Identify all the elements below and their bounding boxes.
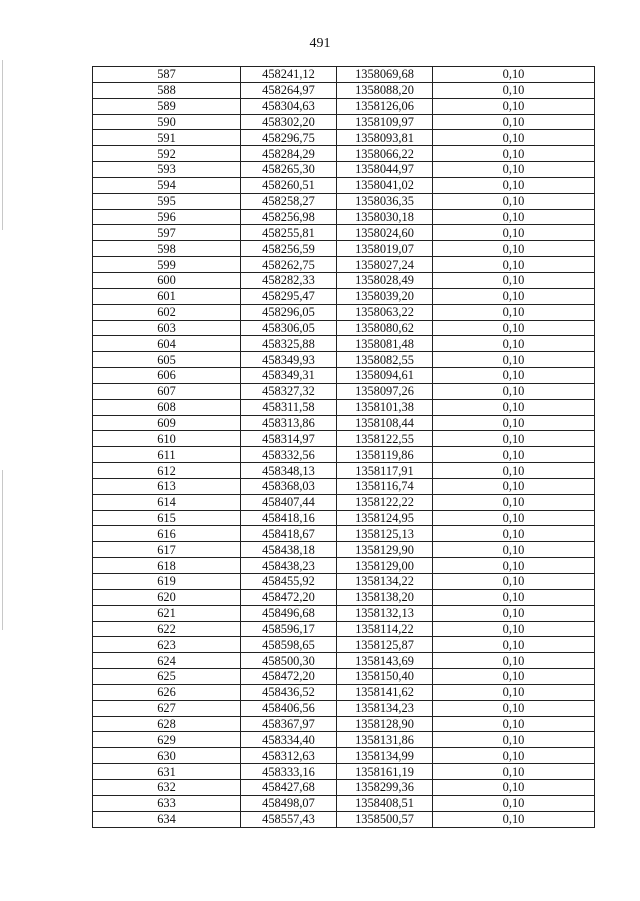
y-coordinate-cell: 1358109,97 — [337, 114, 433, 130]
value-cell: 0,10 — [433, 98, 595, 114]
table-row — [93, 558, 595, 574]
point-number-cell: 594 — [93, 177, 241, 193]
point-number-cell: 624 — [93, 653, 241, 669]
y-coordinate-cell: 1358097,26 — [337, 383, 433, 399]
value-cell: 0,10 — [433, 82, 595, 98]
x-coordinate-cell: 458313,86 — [241, 415, 337, 431]
x-coordinate-cell: 458418,16 — [241, 510, 337, 526]
y-coordinate-cell: 1358044,97 — [337, 162, 433, 178]
x-coordinate-cell: 458472,20 — [241, 669, 337, 685]
y-coordinate-cell: 1358128,90 — [337, 716, 433, 732]
point-number-cell: 596 — [93, 209, 241, 225]
coordinates-table-body — [93, 67, 595, 828]
point-number-cell: 631 — [93, 764, 241, 780]
y-coordinate-cell: 1358063,22 — [337, 304, 433, 320]
value-cell: 0,10 — [433, 684, 595, 700]
y-coordinate-cell: 1358129,90 — [337, 542, 433, 558]
x-coordinate-cell: 458334,40 — [241, 732, 337, 748]
x-coordinate-cell: 458260,51 — [241, 177, 337, 193]
point-number-cell: 604 — [93, 336, 241, 352]
y-coordinate-cell: 1358080,62 — [337, 320, 433, 336]
scan-edge-mark — [2, 60, 3, 230]
x-coordinate-cell: 458314,97 — [241, 431, 337, 447]
value-cell: 0,10 — [433, 177, 595, 193]
value-cell: 0,10 — [433, 114, 595, 130]
table-row — [93, 748, 595, 764]
table-row — [93, 272, 595, 288]
scan-edge-mark — [2, 470, 3, 630]
value-cell: 0,10 — [433, 368, 595, 384]
point-number-cell: 623 — [93, 637, 241, 653]
y-coordinate-cell: 1358093,81 — [337, 130, 433, 146]
y-coordinate-cell: 1358108,44 — [337, 415, 433, 431]
y-coordinate-cell: 1358138,20 — [337, 589, 433, 605]
x-coordinate-cell: 458598,65 — [241, 637, 337, 653]
value-cell: 0,10 — [433, 383, 595, 399]
point-number-cell: 599 — [93, 257, 241, 273]
x-coordinate-cell: 458596,17 — [241, 621, 337, 637]
table-row — [93, 352, 595, 368]
table-row — [93, 811, 595, 827]
x-coordinate-cell: 458407,44 — [241, 494, 337, 510]
table-row — [93, 225, 595, 241]
value-cell: 0,10 — [433, 589, 595, 605]
x-coordinate-cell: 458349,93 — [241, 352, 337, 368]
x-coordinate-cell: 458332,56 — [241, 447, 337, 463]
y-coordinate-cell: 1358122,55 — [337, 431, 433, 447]
value-cell: 0,10 — [433, 526, 595, 542]
y-coordinate-cell: 1358117,91 — [337, 463, 433, 479]
x-coordinate-cell: 458498,07 — [241, 795, 337, 811]
value-cell: 0,10 — [433, 130, 595, 146]
point-number-cell: 587 — [93, 67, 241, 83]
point-number-cell: 611 — [93, 447, 241, 463]
y-coordinate-cell: 1358125,87 — [337, 637, 433, 653]
point-number-cell: 607 — [93, 383, 241, 399]
table-row — [93, 209, 595, 225]
table-row — [93, 700, 595, 716]
page-number: 491 — [309, 36, 331, 51]
x-coordinate-cell: 458349,31 — [241, 368, 337, 384]
point-number-cell: 622 — [93, 621, 241, 637]
x-coordinate-cell: 458455,92 — [241, 574, 337, 590]
x-coordinate-cell: 458282,33 — [241, 272, 337, 288]
value-cell: 0,10 — [433, 574, 595, 590]
value-cell: 0,10 — [433, 795, 595, 811]
table-row — [93, 431, 595, 447]
x-coordinate-cell: 458418,67 — [241, 526, 337, 542]
table-row — [93, 669, 595, 685]
table-row — [93, 732, 595, 748]
x-coordinate-cell: 458256,59 — [241, 241, 337, 257]
x-coordinate-cell: 458264,97 — [241, 82, 337, 98]
value-cell: 0,10 — [433, 621, 595, 637]
y-coordinate-cell: 1358030,18 — [337, 209, 433, 225]
value-cell: 0,10 — [433, 478, 595, 494]
point-number-cell: 628 — [93, 716, 241, 732]
value-cell: 0,10 — [433, 225, 595, 241]
table-row — [93, 653, 595, 669]
value-cell: 0,10 — [433, 700, 595, 716]
y-coordinate-cell: 1358041,02 — [337, 177, 433, 193]
table-row — [93, 764, 595, 780]
coordinates-table — [92, 66, 595, 828]
y-coordinate-cell: 1358122,22 — [337, 494, 433, 510]
value-cell: 0,10 — [433, 146, 595, 162]
value-cell: 0,10 — [433, 415, 595, 431]
x-coordinate-cell: 458296,75 — [241, 130, 337, 146]
point-number-cell: 612 — [93, 463, 241, 479]
y-coordinate-cell: 1358082,55 — [337, 352, 433, 368]
table-row — [93, 257, 595, 273]
y-coordinate-cell: 1358124,95 — [337, 510, 433, 526]
point-number-cell: 621 — [93, 605, 241, 621]
table-row — [93, 288, 595, 304]
y-coordinate-cell: 1358101,38 — [337, 399, 433, 415]
table-row — [93, 114, 595, 130]
point-number-cell: 626 — [93, 684, 241, 700]
y-coordinate-cell: 1358028,49 — [337, 272, 433, 288]
x-coordinate-cell: 458311,58 — [241, 399, 337, 415]
table-row — [93, 336, 595, 352]
x-coordinate-cell: 458284,29 — [241, 146, 337, 162]
value-cell: 0,10 — [433, 447, 595, 463]
value-cell: 0,10 — [433, 764, 595, 780]
x-coordinate-cell: 458262,75 — [241, 257, 337, 273]
table-row — [93, 510, 595, 526]
x-coordinate-cell: 458348,13 — [241, 463, 337, 479]
table-row — [93, 779, 595, 795]
table-row — [93, 795, 595, 811]
value-cell: 0,10 — [433, 779, 595, 795]
y-coordinate-cell: 1358299,36 — [337, 779, 433, 795]
table-row — [93, 478, 595, 494]
x-coordinate-cell: 458327,32 — [241, 383, 337, 399]
point-number-cell: 600 — [93, 272, 241, 288]
table-row — [93, 241, 595, 257]
x-coordinate-cell: 458557,43 — [241, 811, 337, 827]
point-number-cell: 598 — [93, 241, 241, 257]
value-cell: 0,10 — [433, 811, 595, 827]
point-number-cell: 632 — [93, 779, 241, 795]
value-cell: 0,10 — [433, 288, 595, 304]
value-cell: 0,10 — [433, 67, 595, 83]
table-row — [93, 494, 595, 510]
x-coordinate-cell: 458295,47 — [241, 288, 337, 304]
y-coordinate-cell: 1358161,19 — [337, 764, 433, 780]
point-number-cell: 625 — [93, 669, 241, 685]
value-cell: 0,10 — [433, 716, 595, 732]
table-row — [93, 589, 595, 605]
point-number-cell: 597 — [93, 225, 241, 241]
value-cell: 0,10 — [433, 193, 595, 209]
point-number-cell: 619 — [93, 574, 241, 590]
x-coordinate-cell: 458500,30 — [241, 653, 337, 669]
table-row — [93, 82, 595, 98]
y-coordinate-cell: 1358141,62 — [337, 684, 433, 700]
x-coordinate-cell: 458367,97 — [241, 716, 337, 732]
y-coordinate-cell: 1358131,86 — [337, 732, 433, 748]
value-cell: 0,10 — [433, 510, 595, 526]
y-coordinate-cell: 1358019,07 — [337, 241, 433, 257]
point-number-cell: 633 — [93, 795, 241, 811]
table-row — [93, 98, 595, 114]
x-coordinate-cell: 458438,23 — [241, 558, 337, 574]
table-row — [93, 621, 595, 637]
x-coordinate-cell: 458302,20 — [241, 114, 337, 130]
point-number-cell: 603 — [93, 320, 241, 336]
x-coordinate-cell: 458304,63 — [241, 98, 337, 114]
value-cell: 0,10 — [433, 494, 595, 510]
table-row — [93, 526, 595, 542]
value-cell: 0,10 — [433, 336, 595, 352]
x-coordinate-cell: 458258,27 — [241, 193, 337, 209]
table-row — [93, 177, 595, 193]
y-coordinate-cell: 1358024,60 — [337, 225, 433, 241]
point-number-cell: 610 — [93, 431, 241, 447]
table-row — [93, 193, 595, 209]
y-coordinate-cell: 1358125,13 — [337, 526, 433, 542]
table-row — [93, 415, 595, 431]
table-row — [93, 716, 595, 732]
y-coordinate-cell: 1358027,24 — [337, 257, 433, 273]
table-row — [93, 320, 595, 336]
y-coordinate-cell: 1358408,51 — [337, 795, 433, 811]
y-coordinate-cell: 1358039,20 — [337, 288, 433, 304]
point-number-cell: 608 — [93, 399, 241, 415]
point-number-cell: 592 — [93, 146, 241, 162]
y-coordinate-cell: 1358134,22 — [337, 574, 433, 590]
value-cell: 0,10 — [433, 748, 595, 764]
table-row — [93, 399, 595, 415]
y-coordinate-cell: 1358069,68 — [337, 67, 433, 83]
y-coordinate-cell: 1358116,74 — [337, 478, 433, 494]
table-row — [93, 684, 595, 700]
y-coordinate-cell: 1358143,69 — [337, 653, 433, 669]
y-coordinate-cell: 1358150,40 — [337, 669, 433, 685]
value-cell: 0,10 — [433, 558, 595, 574]
table-row — [93, 637, 595, 653]
point-number-cell: 601 — [93, 288, 241, 304]
table-row — [93, 542, 595, 558]
value-cell: 0,10 — [433, 431, 595, 447]
point-number-cell: 634 — [93, 811, 241, 827]
value-cell: 0,10 — [433, 352, 595, 368]
table-row — [93, 67, 595, 83]
point-number-cell: 590 — [93, 114, 241, 130]
point-number-cell: 609 — [93, 415, 241, 431]
table-row — [93, 162, 595, 178]
point-number-cell: 595 — [93, 193, 241, 209]
point-number-cell: 606 — [93, 368, 241, 384]
y-coordinate-cell: 1358132,13 — [337, 605, 433, 621]
y-coordinate-cell: 1358036,35 — [337, 193, 433, 209]
value-cell: 0,10 — [433, 257, 595, 273]
x-coordinate-cell: 458438,18 — [241, 542, 337, 558]
point-number-cell: 614 — [93, 494, 241, 510]
point-number-cell: 618 — [93, 558, 241, 574]
x-coordinate-cell: 458406,56 — [241, 700, 337, 716]
x-coordinate-cell: 458241,12 — [241, 67, 337, 83]
x-coordinate-cell: 458296,05 — [241, 304, 337, 320]
x-coordinate-cell: 458436,52 — [241, 684, 337, 700]
value-cell: 0,10 — [433, 637, 595, 653]
value-cell: 0,10 — [433, 653, 595, 669]
point-number-cell: 591 — [93, 130, 241, 146]
y-coordinate-cell: 1358088,20 — [337, 82, 433, 98]
value-cell: 0,10 — [433, 669, 595, 685]
point-number-cell: 620 — [93, 589, 241, 605]
x-coordinate-cell: 458312,63 — [241, 748, 337, 764]
table-row — [93, 574, 595, 590]
y-coordinate-cell: 1358081,48 — [337, 336, 433, 352]
table-row — [93, 146, 595, 162]
y-coordinate-cell: 1358114,22 — [337, 621, 433, 637]
value-cell: 0,10 — [433, 605, 595, 621]
y-coordinate-cell: 1358119,86 — [337, 447, 433, 463]
x-coordinate-cell: 458255,81 — [241, 225, 337, 241]
value-cell: 0,10 — [433, 304, 595, 320]
x-coordinate-cell: 458306,05 — [241, 320, 337, 336]
point-number-cell: 602 — [93, 304, 241, 320]
value-cell: 0,10 — [433, 241, 595, 257]
point-number-cell: 615 — [93, 510, 241, 526]
table-row — [93, 463, 595, 479]
x-coordinate-cell: 458368,03 — [241, 478, 337, 494]
point-number-cell: 627 — [93, 700, 241, 716]
table-row — [93, 368, 595, 384]
point-number-cell: 613 — [93, 478, 241, 494]
point-number-cell: 588 — [93, 82, 241, 98]
value-cell: 0,10 — [433, 209, 595, 225]
point-number-cell: 593 — [93, 162, 241, 178]
point-number-cell: 630 — [93, 748, 241, 764]
x-coordinate-cell: 458427,68 — [241, 779, 337, 795]
value-cell: 0,10 — [433, 272, 595, 288]
value-cell: 0,10 — [433, 320, 595, 336]
value-cell: 0,10 — [433, 162, 595, 178]
table-row — [93, 383, 595, 399]
x-coordinate-cell: 458265,30 — [241, 162, 337, 178]
value-cell: 0,10 — [433, 399, 595, 415]
x-coordinate-cell: 458325,88 — [241, 336, 337, 352]
y-coordinate-cell: 1358134,23 — [337, 700, 433, 716]
point-number-cell: 629 — [93, 732, 241, 748]
point-number-cell: 617 — [93, 542, 241, 558]
value-cell: 0,10 — [433, 542, 595, 558]
y-coordinate-cell: 1358129,00 — [337, 558, 433, 574]
y-coordinate-cell: 1358066,22 — [337, 146, 433, 162]
y-coordinate-cell: 1358094,61 — [337, 368, 433, 384]
y-coordinate-cell: 1358126,06 — [337, 98, 433, 114]
y-coordinate-cell: 1358134,99 — [337, 748, 433, 764]
value-cell: 0,10 — [433, 732, 595, 748]
table-row — [93, 447, 595, 463]
table-row — [93, 605, 595, 621]
x-coordinate-cell: 458472,20 — [241, 589, 337, 605]
point-number-cell: 605 — [93, 352, 241, 368]
x-coordinate-cell: 458496,68 — [241, 605, 337, 621]
y-coordinate-cell: 1358500,57 — [337, 811, 433, 827]
table-row — [93, 130, 595, 146]
table-row — [93, 304, 595, 320]
point-number-cell: 589 — [93, 98, 241, 114]
point-number-cell: 616 — [93, 526, 241, 542]
value-cell: 0,10 — [433, 463, 595, 479]
x-coordinate-cell: 458256,98 — [241, 209, 337, 225]
x-coordinate-cell: 458333,16 — [241, 764, 337, 780]
